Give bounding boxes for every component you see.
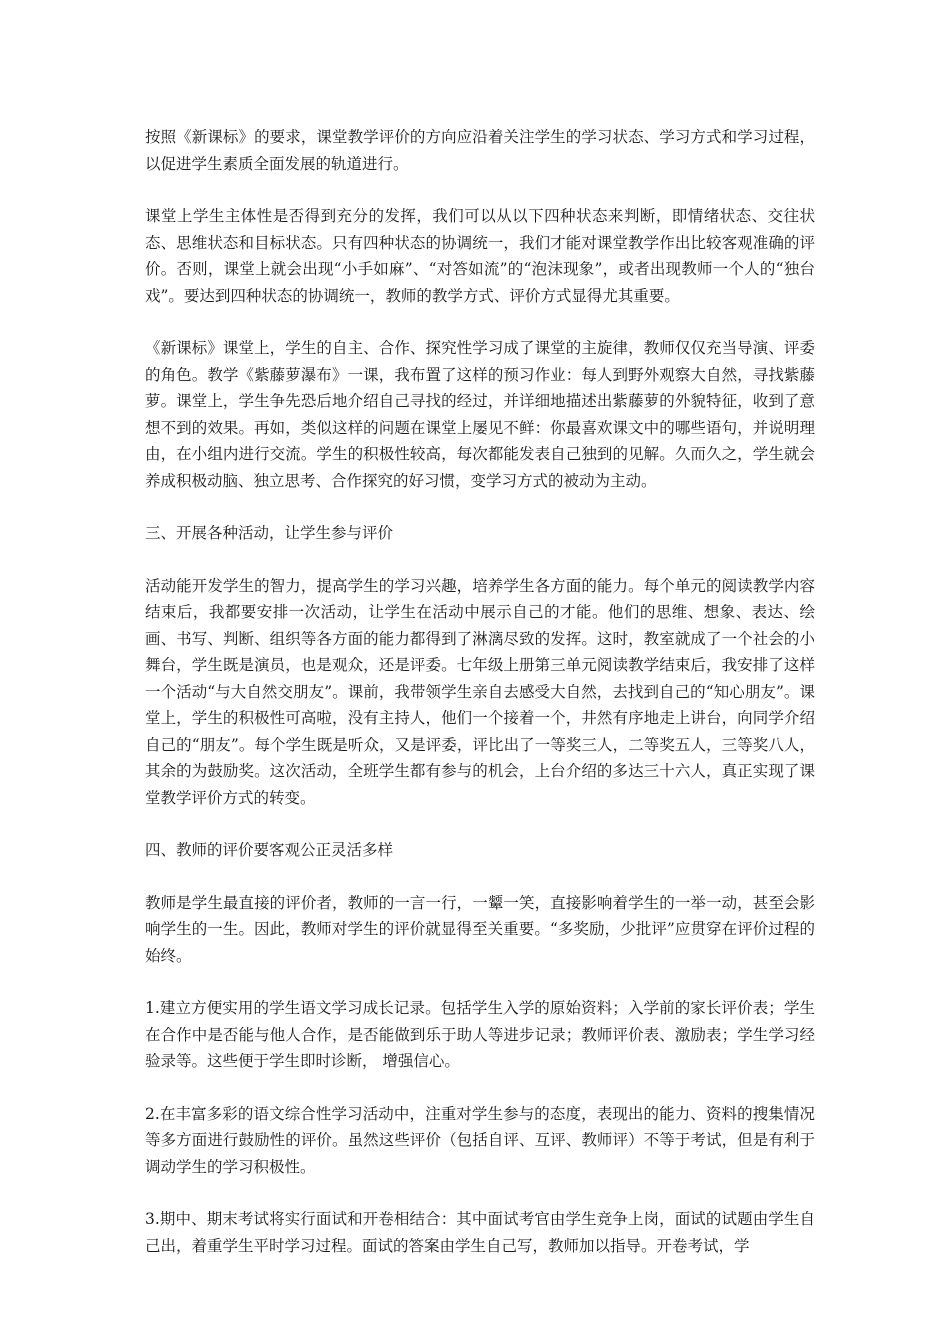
paragraph-intro: 按照《新课标》的要求，课堂教学评价的方向应沿着关注学生的学习状态、学习方式和学习过程，以促进学生素质全面发展的轨道进行。	[145, 128, 815, 173]
paragraph-new-standard-classroom: 《新课标》课堂上，学生的自主、合作、探究性学习成了课堂的主旋律，教师仅仅充当导演、评委的角色。教学《紫藤萝瀑布》一课，我布置了这样的预习作业：每人到野外观察大自然，寻找紫藤萝。课堂上，学生争先恐后地介绍自己寻找的经过，并详细地描述出紫藤萝的外貌特征，收到了意想不到的效果。再如，类似这样的问题在课堂上屡见不鲜：你最喜欢课文中的哪些语句，并说明理由，在小组内进行交流。学生的积极性较高，每次都能发表自己独到的见解。久而久之，学生就会养成积极动脑、独立思考、合作探究的好习惯，变学习方式的被动为主动。	[145, 339, 815, 490]
paragraph-activities: 活动能开发学生的智力，提高学生的学习兴趣，培养学生各方面的能力。每个单元的阅读教学内容结束后，我都要安排一次活动，让学生在活动中展示自己的才能。他们的思维、想象、表达、绘画、书写、判断、组织等各方面的能力都得到了淋漓尽致的发挥。这时，教室就成了一个社会的小舞台，学生既是演员，也是观众，还是评委。七年级上册第三单元阅读教学结束后，我安排了这样一个活动“与大自然交朋友”。课前，我带领学生亲自去感受大自然，去找到自己的“知心朋友”。课堂上，学生的积极性可高啦，没有主持人，他们一个接着一个，井然有序地走上讲台，向同学介绍自己的“朋友”。每个学生既是听众，又是评委，评比出了一等奖三人，二等奖五人，三等奖八人，其余的为鼓励奖。这次活动，全班学生都有参与的机会，上台介绍的多达三十六人，真正实现了课堂教学评价方式的转变。	[145, 576, 815, 807]
list-item-1: 1.建立方便实用的学生语文学习成长记录。包括学生入学的原始资料；入学前的家长评价表；学生在合作中是否能与他人合作，是否能做到乐于助人等进步记录；教师评价表、激励表；学生学习经验录等。这些便于学生即时诊断， 增强信心。	[145, 999, 815, 1070]
paragraph-teacher-evaluator: 教师是学生最直接的评价者，教师的一言一行，一颦一笑，直接影响着学生的一举一动，甚至会影响学生的一生。因此，教师对学生的评价就显得至关重要。“多奖励，少批评”应贯穿在评价过程的始终。	[145, 893, 815, 965]
section-heading-four: 四、教师的评价要客观公正灵活多样	[145, 841, 394, 859]
document-body	[145, 124, 815, 1285]
list-item-3: 3.期中、期末考试将实行面试和开卷相结合：其中面试考官由学生竞争上岗，面试的试题由学生自己出，着重学生平时学习过程。面试的答案由学生自己写，教师加以指导。开卷考试，学	[145, 1210, 815, 1255]
section-heading-three: 三、开展各种活动，让学生参与评价	[145, 524, 394, 542]
list-item-2: 2.在丰富多彩的语文综合性学习活动中，注重对学生参与的态度，表现出的能力、资料的搜集情况等多方面进行鼓励性的评价。虽然这些评价（包括自评、互评、教师评）不等于考试，但是有利于调动学生的学习积极性。	[145, 1104, 815, 1176]
paragraph-four-states: 课堂上学生主体性是否得到充分的发挥，我们可以从以下四种状态来判断，即情绪状态、交往状态、思维状态和目标状态。只有四种状态的协调统一，我们才能对课堂教学作出比较客观准确的评价。否则，课堂上就会出现“小手如麻”、“对答如流”的“泡沫现象”，或者出现教师一个人的“独台戏”。要达到四种状态的协调统一，教师的教学方式、评价方式显得尤其重要。	[145, 207, 815, 305]
